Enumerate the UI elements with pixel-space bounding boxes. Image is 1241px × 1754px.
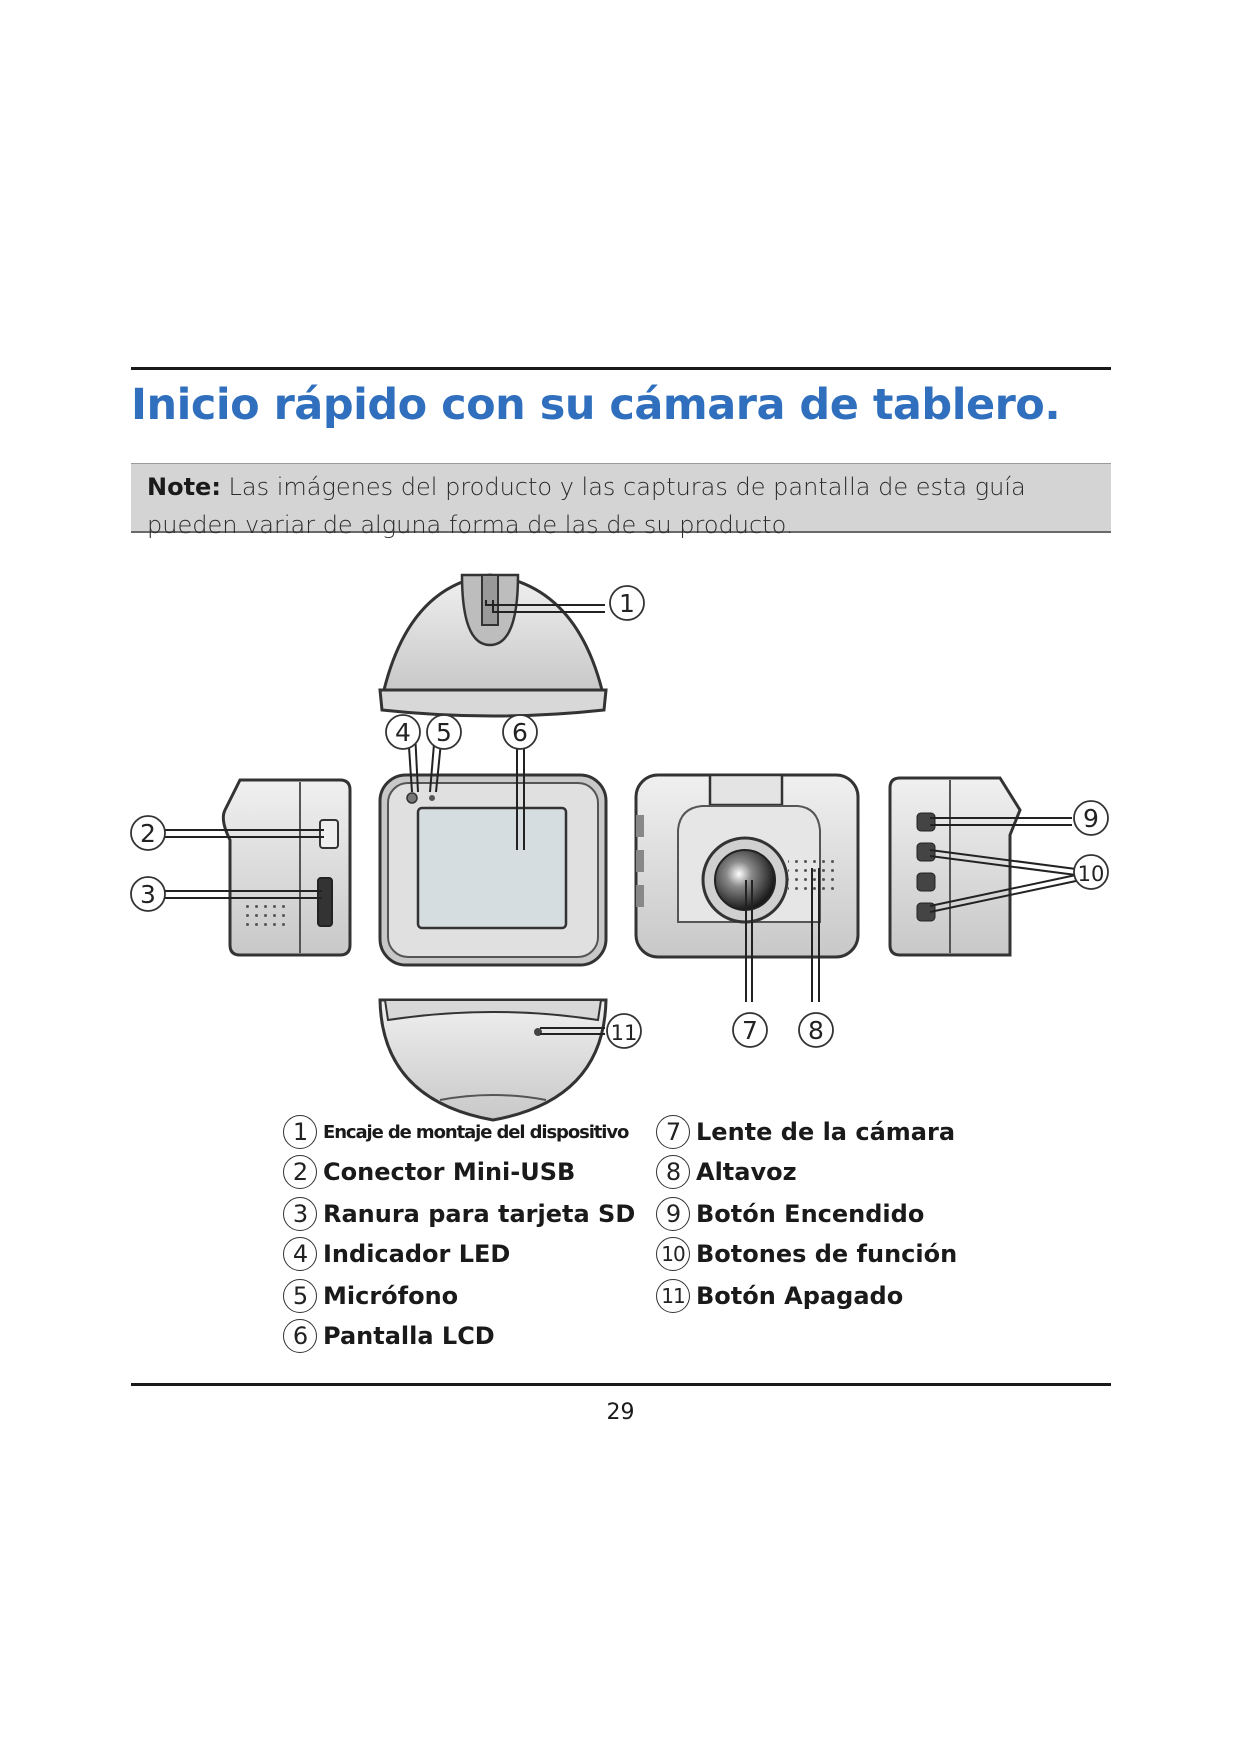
legend-item-5 [283,1279,458,1313]
top-view [380,575,606,716]
callout-label: 11 [610,1021,638,1045]
legend-number: 10 [656,1237,690,1271]
legend-number: 5 [283,1279,317,1313]
bottom-view [380,1000,606,1120]
callout-label: 9 [1083,804,1099,833]
callout-6 [503,715,537,749]
legend-item-4 [283,1237,510,1271]
legend-number: 1 [283,1115,317,1149]
legend-label: Micrófono [323,1282,459,1310]
callout-1 [610,586,644,620]
legend-item-7 [656,1115,955,1149]
callout-10 [1074,855,1108,889]
note-label: Note: [147,473,221,501]
legend-number: 8 [656,1155,690,1189]
legend-item-3 [283,1197,635,1231]
callout-label: 5 [436,718,452,747]
legend-item-6 [283,1319,495,1353]
legend-item-8 [656,1155,797,1189]
callout-9 [1074,801,1108,835]
callout-label: 2 [140,819,156,848]
legend-label: Altavoz [696,1158,797,1186]
legend-item-2 [283,1155,575,1189]
page-title: Inicio rápido con su cámara de tablero. [131,380,1061,430]
legend-label: Botón Encendido [696,1200,925,1228]
legend-number: 4 [283,1237,317,1271]
legend-item-11 [656,1279,903,1313]
callout-label: 7 [742,1016,758,1045]
lcd-front-view [380,775,606,965]
legend-number: 11 [656,1279,690,1313]
legend-number: 2 [283,1155,317,1189]
callout-label: 8 [808,1016,824,1045]
legend-label: Indicador LED [323,1240,511,1268]
callout-4 [386,715,420,749]
legend-item-10 [656,1237,957,1271]
top-rule [131,367,1111,370]
legend-number: 3 [283,1197,317,1231]
legend-number: 6 [283,1319,317,1353]
legend-label: Conector Mini-USB [323,1158,576,1186]
callout-label: 3 [140,880,156,909]
callout-label: 1 [619,589,635,618]
callout-label: 4 [395,718,411,747]
callout-3 [131,877,165,911]
legend-label: Ranura para tarjeta SD [323,1200,636,1228]
legend-label: Botones de función [696,1240,958,1268]
note-text: Las imágenes del producto y las capturas de pantalla de esta guía pueden variar de alguna forma de las de su producto. [147,473,1026,539]
bottom-rule [131,1383,1111,1386]
legend-label: Botón Apagado [696,1282,904,1310]
legend-label: Pantalla LCD [323,1322,495,1350]
legend-number: 9 [656,1197,690,1231]
callout-7 [733,1013,767,1047]
callout-2 [131,816,165,850]
product-diagram [0,560,1241,1140]
legend-item-9 [656,1197,924,1231]
callout-11 [607,1014,641,1048]
legend-number: 7 [656,1115,690,1149]
left-side-view [223,780,350,955]
callout-5 [427,715,461,749]
callout-label: 10 [1077,862,1105,886]
right-side-view [890,778,1020,955]
legend-item-1 [283,1115,628,1149]
callout-8 [799,1013,833,1047]
callout-label: 6 [512,718,528,747]
legend-label: Lente de la cámara [696,1118,956,1146]
page-number: 29 [606,1400,635,1425]
note-box [131,463,1111,539]
legend-label: Encaje de montaje del dispositivo [323,1121,629,1143]
